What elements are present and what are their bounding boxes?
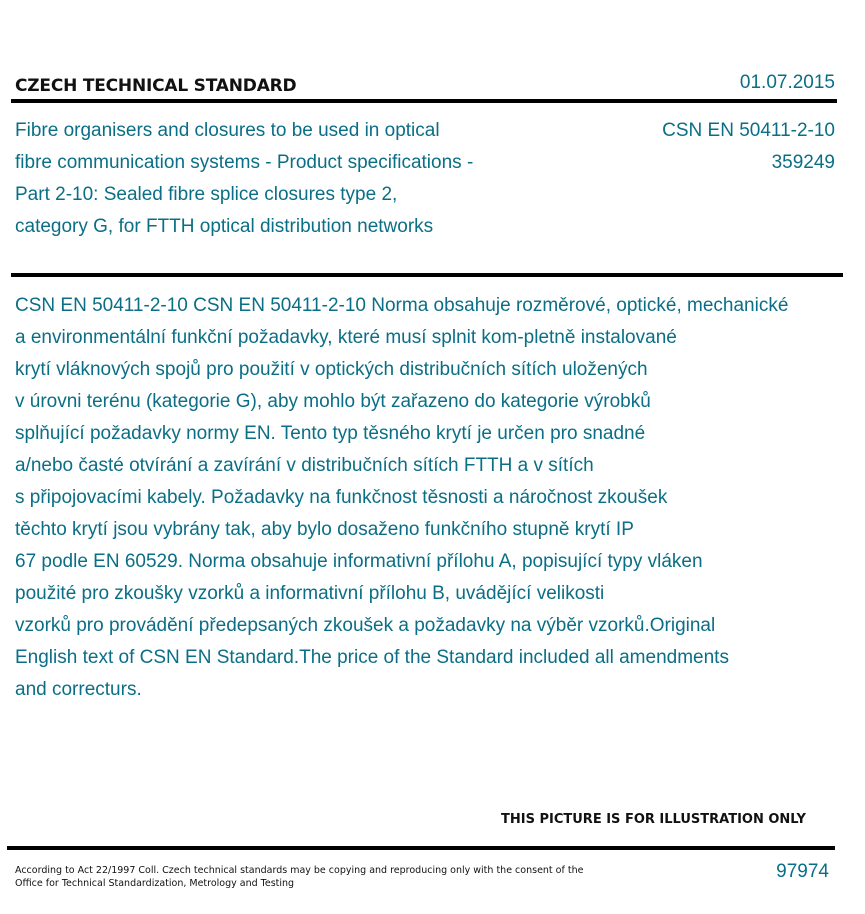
publication-date: 01.07.2015: [739, 72, 835, 93]
standard-description: CSN EN 50411-2-10 CSN EN 50411-2-10 Norma obsahuje rozměrové, optické, mechanické a environmentální funkční požadavky, které musí splnit kom-pletně instalované krytí vláknových spojů pro použití v optických distribučních sítích uložených v úrovni terénu (kategorie G), aby mohlo být zařazeno do kategorie výrobků splňující požadavky normy EN. Tento typ těsného krytí je určen pro snadné a/nebo časté otvírání a zavírání v distribučních sítích FTTH a v sítích s připojovacími kabely. Požadavky na funkčnost těsnosti a náročnost zkoušek těchto krytí jsou vybrány tak, aby bylo dosaženo funkčního stupně krytí IP 67 podle EN 60529. Norma obsahuje informativní přílohu A, popisující typy vláken použité pro zkoušky vzorků a informativní přílohu B, uvádějící velikosti vzorků pro provádění předepsaných zkoušek a požadavky na výběr vzorků.Original English text of CSN EN Standard.The price of the Standard included all amendments and correcturs.: [15, 295, 789, 700]
document-number: 97974: [776, 861, 829, 882]
legal-note: According to Act 22/1997 Coll. Czech technical standards may be copying and reproducing only with the consent of the Office for Technical Standardization, Metrology and Testing: [15, 865, 584, 889]
standard-code-block: [662, 115, 835, 179]
document-heading: CZECH TECHNICAL STANDARD: [15, 76, 297, 96]
illustration-note: THIS PICTURE IS FOR ILLUSTRATION ONLY: [501, 812, 806, 827]
top-divider: [11, 99, 837, 103]
footer-divider: [7, 846, 835, 850]
standard-title: Fibre organisers and closures to be used in optical fibre communication systems - Product specifications - Part 2-10: Sealed fibre splice closures type 2, category G, for FTTH optical distribution networks: [15, 120, 474, 237]
standard-code: CSN EN 50411-2-10: [662, 120, 835, 141]
catalog-number: 359249: [771, 152, 835, 173]
title-divider: [11, 273, 843, 277]
